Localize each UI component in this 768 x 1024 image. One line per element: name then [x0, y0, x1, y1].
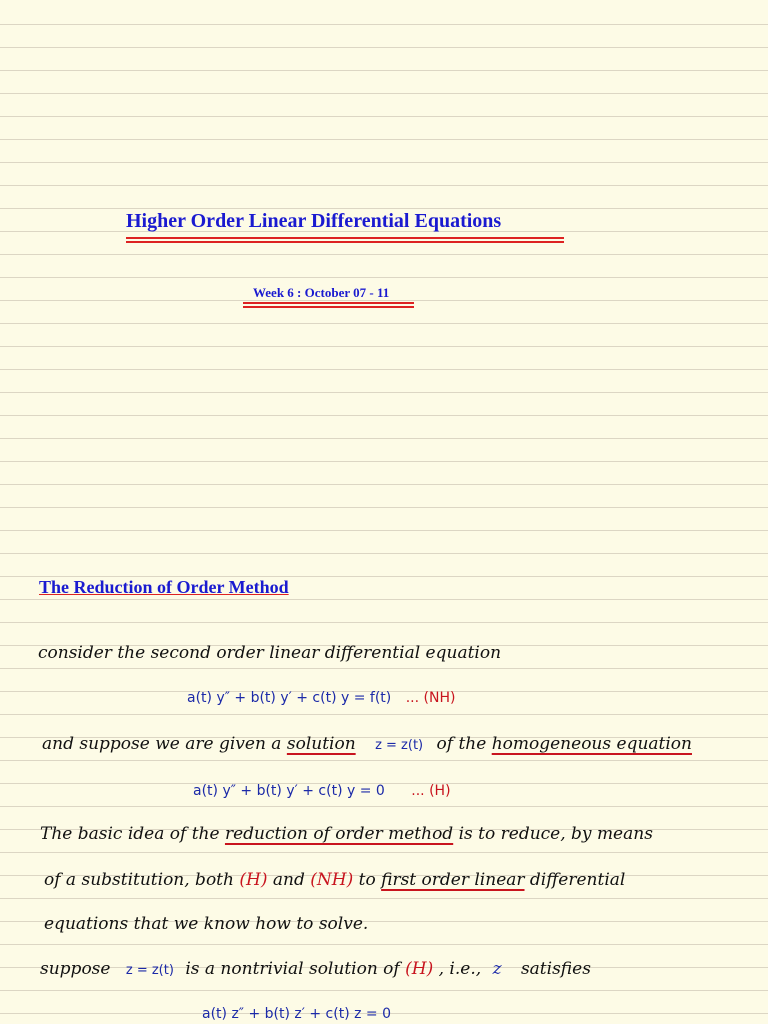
note-text: satisfies	[520, 959, 591, 979]
note-text: consider the second order linear differential equation	[38, 643, 502, 663]
week-underline-2	[243, 306, 414, 308]
note-text: differential	[529, 870, 626, 890]
math-inline: z = z(t)	[125, 963, 174, 978]
underlined-term: homogeneous equation	[491, 734, 692, 754]
equation-ref: (NH)	[310, 870, 354, 890]
note-line-4	[44, 870, 625, 890]
week-underline	[243, 302, 414, 304]
note-text: and suppose we are given a	[42, 734, 282, 754]
week-subtitle: Week 6 : October 07 - 11	[253, 285, 390, 300]
note-text: of the	[436, 734, 487, 754]
note-text: , i.e.,	[438, 959, 482, 979]
underlined-term: first order linear	[381, 870, 525, 890]
note-line-2	[42, 734, 692, 754]
underlined-term: reduction of order method	[224, 824, 454, 844]
note-text: suppose	[40, 959, 111, 979]
equation-z	[202, 1006, 391, 1022]
note-text: is to reduce, by means	[458, 824, 653, 844]
equation-text: a(t) z″ + b(t) z′ + c(t) z = 0	[202, 1006, 392, 1022]
math-inline: z = z(t)	[375, 738, 424, 753]
equation-h	[193, 783, 451, 799]
equation-tag: ... (H)	[411, 783, 451, 799]
note-text: equations that we know how to solve.	[44, 914, 369, 934]
title-underline	[126, 237, 564, 239]
note-text: is a nontrivial solution of	[185, 959, 400, 979]
note-text: and	[272, 870, 305, 890]
title-underline-2	[126, 241, 564, 243]
note-line-6	[40, 959, 591, 979]
note-line-5	[44, 914, 368, 934]
note-text: of a substitution, both	[44, 870, 234, 890]
underlined-term: solution	[286, 734, 356, 754]
page-title: Higher Order Linear Differential Equations	[126, 210, 502, 232]
equation-tag: ... (NH)	[405, 690, 456, 706]
equation-text: a(t) y″ + b(t) y′ + c(t) y = f(t)	[187, 690, 392, 706]
note-text: The basic idea of the	[40, 824, 220, 844]
equation-ref: (H)	[239, 870, 268, 890]
equation-text: a(t) y″ + b(t) y′ + c(t) y = 0	[193, 783, 385, 799]
equation-ref: (H)	[405, 959, 434, 979]
math-inline: z	[492, 959, 502, 979]
section-title: The Reduction of Order Method	[39, 577, 289, 597]
note-line-3	[40, 824, 653, 844]
note-text: to	[358, 870, 376, 890]
note-line-1	[38, 643, 501, 663]
equation-nh	[187, 690, 455, 706]
